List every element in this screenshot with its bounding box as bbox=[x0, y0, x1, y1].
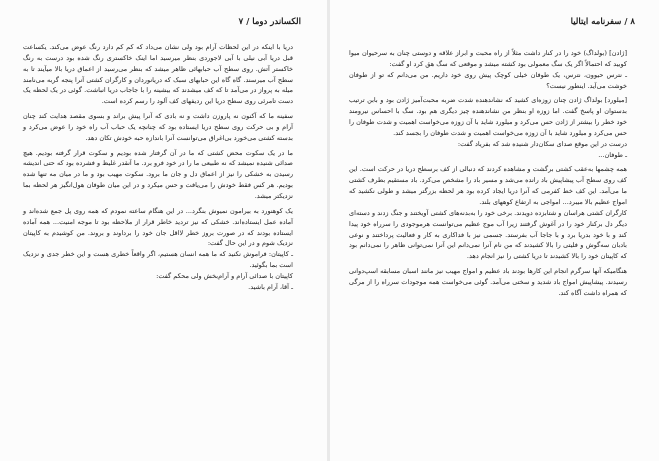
right-paragraph-3: [میلورد] بولداگ ژادن چنان زوزه‌ای کشید که نشاندهنده شدت ضربه محبت‌آمیز ژادن بود و بابن ترتیب بدستوان او پاسخ گفت. اما زوزه او بنظر من نشاندهنده چیز دیگری هم بود. سگ با احساس نیرومند خود خطر را بیشتر از ژادن حس می‌کرد و میلورد شاید با آن زوزه می‌خواست اهمیت و شدت طوفان را حس می‌کرد و میلورد شاید با آن زوزه می‌خواست اهمیت و شدت طوفان را بجسد کند. bbox=[349, 96, 627, 137]
right-paragraph-4: درست در این موقع صدای سکان‌دار شنیده شد که بفریاد گفت: bbox=[457, 139, 627, 148]
left-page-header: الکساندر دوما / ۷ bbox=[238, 17, 301, 27]
right-paragraph-6: همه چشمها به‌عقب کشتی برگشت و مشاهده کردند که دنبالی از کف برسطح دریا در حرکت است. این کف روی سطح آب پیشاپیش باد رانده می‌شد و مسیر باد را مشخص می‌کرد. باد مستقیم بطرف کشتی ما می‌آمد. این کف خط کفرمی که آنرا دریا ایجاد کرده بود هر لحظه بزرگتر میشد و طولی نکشید که امواج عظیم بالا میبرد... امواجی به ارتفاع کوههای بلند. bbox=[349, 165, 627, 206]
left-paragraph-1: دریا با اینکه در این لحظات آرام بود ولی نشان می‌داد که کم کم دارد رنگ عوض می‌کند. یکساعت قبل دریا آبی نیلی با آبی لاجوردی بنظر میرسید اما اینک خاکستری رنگ شده بود درست به رنگ خاکستر آتش. روی سطح آب حبابهائی ظاهر میشد که بنظر می‌رسید از اعماق دریا بالا میآیند تا به سطح آب میرسند. گاه گاه این حبابهای سبک که دریانوردان و کارگران کشتی آنرا پنجه گربه می‌نامند میله به پرواز در می‌آمد تا که کف میشدند که بیشینه را با جاجاب دریا انباشت. گوئی در یک لحظه یک دست تامرئی روی سطح دریا این ردیفهای کف آلود را رسم کرده است. bbox=[23, 43, 293, 106]
left-paragraph-4: یک کوهنورد به بیرامون نمیوش بنگرد... در این هنگام ساعته نمودم که همه روی پل جمع شده‌اند و آماده عمل ایستاده‌اند. خشکی که نیز تردید خاطر قرار از ملاحظه بود تا موجه امنیت... همه آماده ایستاده بودند که در صورت بروز خطر لااقل جان خود را برداوند و بروند. من کوشیدم به کاپیتان نزدیک شوم و در این حال گفت: bbox=[23, 206, 293, 248]
left-paragraph-3: ما در یک سکوت محض کشتی که ما در آن گرفتار شده بودیم و سکوت قرار گرفته بودیم. هیچ صدائی شنیده نمیشد که نه طبیعی ما را در خود فرو برد. ما آنقدر غلیظ و فشرده بود که حتی اندیشه رسیدن به خشکی را نیز از اعماق دل و جان ما برود. سکوت مهیب بود و ما در میان مه تنها شده بودیم. هر کس فقط خودش را می‌یافت و حس میکرد و در این میان طوفان هول‌انگیز هر لحظه بما نزدیکتر میشد. bbox=[23, 148, 293, 200]
right-paragraph-2: ـ نترس حیوون، نترس، یک طوفان خیلی کوچک پیش روی خود داریم. من می‌دانم که تو از طوفان خوشت می‌آید. اینطور نیست؟ bbox=[349, 70, 627, 90]
left-page bbox=[0, 0, 328, 461]
left-page-body bbox=[23, 42, 301, 293]
right-page-header: ۸ / سفرنامه ایتالیا bbox=[570, 17, 635, 27]
left-paragraph-7: ـ آقا، آرام باشید. bbox=[248, 282, 293, 291]
left-paragraph-5: ـ کاپیتان: فراموش نکنید که ما همه انسان هستیم، اگر واقعاً خطری هست و این خطر جدی و نزدیک است بما بگوئید. bbox=[23, 250, 293, 270]
right-page bbox=[330, 0, 659, 461]
right-paragraph-7: کارگران کشتی هراسان و شتابزده دویدند. برخی خود را به‌بدنه‌های کشتی آویختند و جنگ زدند و دسته‌ای دیگر دل برکنار خود را در آغوش گرفتند زیرا آب موج عظیم می‌توانست هرموجودی را سرراه خود پیدا کند و با خود بدریا برد و با جاجا آب بفرستد. جسمی نیز با فداکاری به کار و فعالیت پرداختند و نوعی بادبان سه‌گوش و فلیتی را بالا کشیدند که من نام آنرا نمی‌دانم این آنرا نمی‌توانی ظاهر را نمی‌دانم بود که کاپیتان خود را بالا کشیدند تا دریا کشتی را نیز انجام دهد. bbox=[349, 208, 627, 261]
right-paragraph-5: ـ طوفان... bbox=[598, 150, 627, 159]
right-page-body bbox=[349, 48, 635, 299]
left-paragraph-2: سفینه ما که آکنون نه پاروزن داشت و نه بادی که آنرا پیش براند و بسوی مقصد هدایت کند چنان آرام و بی حرکت روی سطح دریا ایستاده بود که چنانچه یک حباب آب راه خود را عوض می‌کرد و بدسته کشتی می‌خورد بی‌اغراق می‌توانست آنرا باندازه حبه خودش تکان دهد. bbox=[23, 112, 293, 142]
right-paragraph-8: هنگامیکه آنها سرگرم انجام این کارها بودند باد عظیم و امواج مهیب نیز مانند اسبان مسابقه اسپ‌دوانی رسیدند. پیشاپیش امواج باد شدید و سختی می‌آمد. گوئی می‌خواست همه موجودات سرراه را از مرگی که همراه داشت آگاه کند. bbox=[349, 267, 627, 297]
left-paragraph-6: کاپیتان با صدائی آرام و آرام‌بخش ولی محکم گفت: bbox=[156, 271, 293, 280]
right-paragraph-1: [ژادن] (بولداگ) خود را در کنار داشت مثلاً از راه محبت و ابراز علاقه و دوستی چنان به سرحیوان میوا کوبید که احتمالاً اگر یک سگ معمولی بود کشته میشد و موقعی که سگ هق کرد او گفت: bbox=[349, 49, 627, 68]
